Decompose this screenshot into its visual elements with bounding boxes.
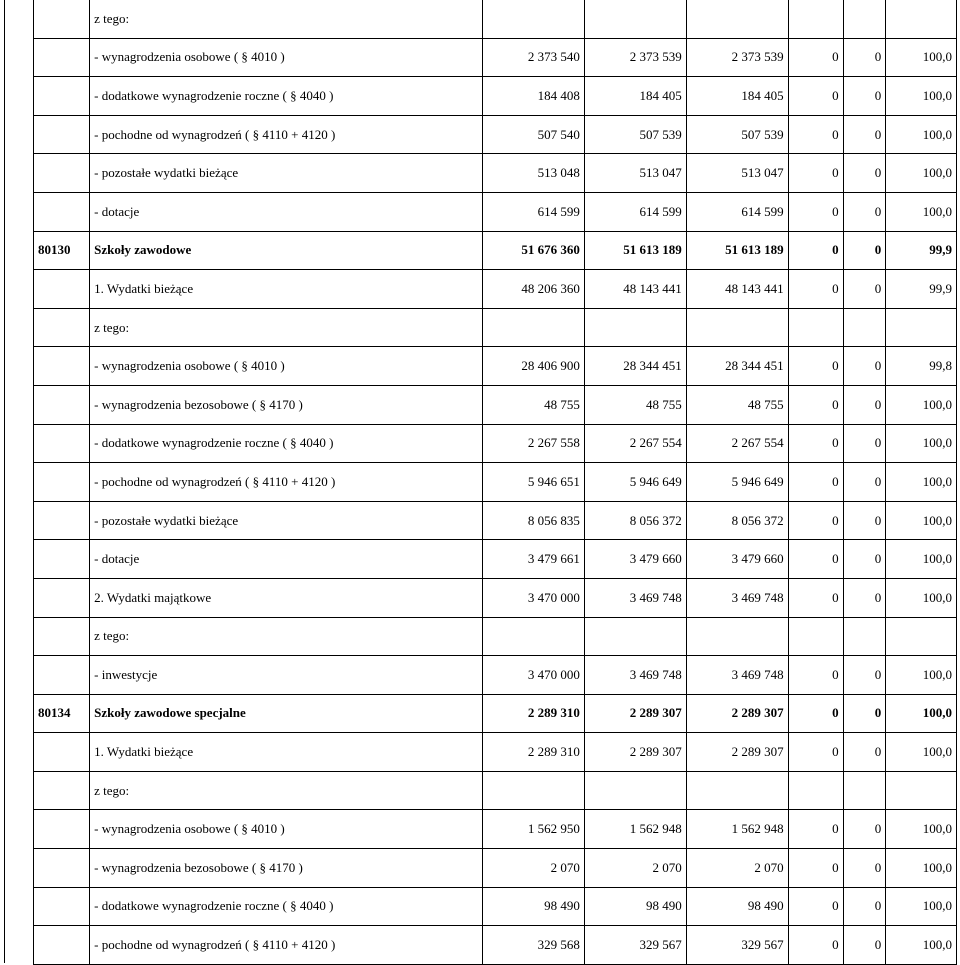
description-cell: 2. Wydatki majątkowe [90,578,483,617]
zero-column-1-cell [788,0,843,38]
zero-column-2-cell: 0 [843,385,886,424]
section-total-row [34,231,957,270]
percent-cell: 100,0 [886,424,957,463]
plan-after-changes-cell: 2 070 [584,849,686,888]
page-left-border [4,0,5,963]
zero-column-2-cell: 0 [843,115,886,154]
table-row [34,115,957,154]
budget-table [33,0,957,965]
plan-after-changes-cell: 48 143 441 [584,270,686,309]
plan-after-changes-cell: 3 479 660 [584,540,686,579]
section-code-cell [34,501,90,540]
zero-column-1-cell: 0 [788,849,843,888]
plan-value-cell: 98 490 [483,887,585,926]
plan-value-cell: 51 676 360 [483,231,585,270]
plan-value-cell: 3 479 661 [483,540,585,579]
section-code-cell [34,154,90,193]
execution-value-cell [686,771,788,810]
plan-value-cell: 2 289 310 [483,694,585,733]
zero-column-1-cell: 0 [788,501,843,540]
zero-column-2-cell: 0 [843,810,886,849]
plan-value-cell: 3 470 000 [483,578,585,617]
zero-column-2-cell: 0 [843,887,886,926]
zero-column-2-cell: 0 [843,733,886,772]
zero-column-2-cell: 0 [843,347,886,386]
plan-after-changes-cell: 1 562 948 [584,810,686,849]
plan-value-cell: 3 470 000 [483,656,585,695]
percent-cell: 100,0 [886,115,957,154]
description-cell: - wynagrodzenia bezosobowe ( § 4170 ) [90,385,483,424]
execution-value-cell: 513 047 [686,154,788,193]
zero-column-1-cell: 0 [788,578,843,617]
plan-value-cell [483,617,585,656]
table-row [34,463,957,502]
percent-cell: 100,0 [886,926,957,965]
execution-value-cell: 2 070 [686,849,788,888]
zero-column-2-cell: 0 [843,926,886,965]
zero-column-2-cell: 0 [843,38,886,77]
table-row [34,192,957,231]
zero-column-2-cell [843,308,886,347]
plan-after-changes-cell: 8 056 372 [584,501,686,540]
zero-column-1-cell: 0 [788,887,843,926]
zero-column-2-cell: 0 [843,77,886,116]
table-row [34,578,957,617]
section-code-cell [34,270,90,309]
zero-column-2-cell: 0 [843,501,886,540]
plan-value-cell: 48 755 [483,385,585,424]
percent-cell: 100,0 [886,385,957,424]
section-code-cell [34,578,90,617]
percent-cell: 100,0 [886,501,957,540]
zero-column-2-cell: 0 [843,694,886,733]
zero-column-1-cell: 0 [788,192,843,231]
zero-column-1-cell [788,617,843,656]
percent-cell [886,771,957,810]
table-row [34,270,957,309]
zero-column-1-cell: 0 [788,810,843,849]
zero-column-2-cell: 0 [843,849,886,888]
zero-column-1-cell: 0 [788,926,843,965]
execution-value-cell [686,308,788,347]
zero-column-2-cell: 0 [843,231,886,270]
zero-column-1-cell: 0 [788,540,843,579]
plan-value-cell: 5 946 651 [483,463,585,502]
section-code-cell: 80134 [34,694,90,733]
plan-after-changes-cell [584,308,686,347]
execution-value-cell: 614 599 [686,192,788,231]
percent-cell: 100,0 [886,77,957,116]
zero-column-1-cell: 0 [788,77,843,116]
section-code-cell [34,771,90,810]
plan-after-changes-cell: 2 289 307 [584,733,686,772]
zero-column-1-cell [788,771,843,810]
zero-column-2-cell: 0 [843,463,886,502]
description-cell: - inwestycje [90,656,483,695]
execution-value-cell: 51 613 189 [686,231,788,270]
section-code-cell [34,38,90,77]
plan-after-changes-cell: 48 755 [584,385,686,424]
percent-cell [886,617,957,656]
plan-after-changes-cell: 329 567 [584,926,686,965]
zero-column-1-cell: 0 [788,270,843,309]
plan-value-cell: 2 267 558 [483,424,585,463]
execution-value-cell: 184 405 [686,77,788,116]
percent-cell: 100,0 [886,578,957,617]
plan-value-cell: 329 568 [483,926,585,965]
execution-value-cell: 507 539 [686,115,788,154]
section-code-cell [34,926,90,965]
table-row [34,154,957,193]
zero-column-2-cell: 0 [843,192,886,231]
plan-value-cell: 184 408 [483,77,585,116]
plan-after-changes-cell [584,617,686,656]
description-cell: - dodatkowe wynagrodzenie roczne ( § 4040 ) [90,77,483,116]
description-cell: - wynagrodzenia osobowe ( § 4010 ) [90,810,483,849]
table-row [34,385,957,424]
section-code-cell [34,887,90,926]
plan-value-cell [483,771,585,810]
execution-value-cell: 98 490 [686,887,788,926]
table-row [34,501,957,540]
execution-value-cell: 2 373 539 [686,38,788,77]
zero-column-2-cell: 0 [843,424,886,463]
description-cell: - pozostałe wydatki bieżące [90,154,483,193]
percent-cell: 100,0 [886,154,957,193]
zero-column-1-cell: 0 [788,656,843,695]
description-cell: z tego: [90,617,483,656]
description-cell: - pochodne od wynagrodzeń ( § 4110 + 4120 ) [90,463,483,502]
plan-value-cell: 507 540 [483,115,585,154]
percent-cell [886,0,957,38]
execution-value-cell [686,617,788,656]
table-row [34,656,957,695]
execution-value-cell: 28 344 451 [686,347,788,386]
zero-column-2-cell [843,0,886,38]
plan-after-changes-cell: 28 344 451 [584,347,686,386]
plan-after-changes-cell: 5 946 649 [584,463,686,502]
description-cell: - wynagrodzenia bezosobowe ( § 4170 ) [90,849,483,888]
description-cell: - dotacje [90,540,483,579]
section-code-cell [34,77,90,116]
section-code-cell [34,810,90,849]
percent-cell: 100,0 [886,694,957,733]
zero-column-1-cell: 0 [788,347,843,386]
percent-cell: 99,9 [886,270,957,309]
plan-after-changes-cell: 184 405 [584,77,686,116]
table-row [34,771,957,810]
execution-value-cell: 2 267 554 [686,424,788,463]
description-cell: Szkoły zawodowe [90,231,483,270]
section-total-row [34,694,957,733]
plan-value-cell: 48 206 360 [483,270,585,309]
description-cell: - pochodne od wynagrodzeń ( § 4110 + 4120 ) [90,115,483,154]
percent-cell: 100,0 [886,38,957,77]
zero-column-2-cell: 0 [843,656,886,695]
section-code-cell [34,463,90,502]
percent-cell: 99,8 [886,347,957,386]
table-row [34,347,957,386]
description-cell: - dodatkowe wynagrodzenie roczne ( § 4040 ) [90,424,483,463]
table-row [34,38,957,77]
description-cell: - dotacje [90,192,483,231]
percent-cell: 100,0 [886,810,957,849]
execution-value-cell: 2 289 307 [686,694,788,733]
zero-column-1-cell: 0 [788,115,843,154]
zero-column-1-cell: 0 [788,385,843,424]
percent-cell: 100,0 [886,849,957,888]
plan-value-cell [483,308,585,347]
zero-column-1-cell: 0 [788,694,843,733]
table-row [34,849,957,888]
execution-value-cell: 1 562 948 [686,810,788,849]
percent-cell: 100,0 [886,887,957,926]
table-row [34,810,957,849]
section-code-cell [34,656,90,695]
plan-after-changes-cell [584,0,686,38]
table-row [34,424,957,463]
plan-value-cell: 2 070 [483,849,585,888]
execution-value-cell: 48 143 441 [686,270,788,309]
table-row [34,308,957,347]
plan-value-cell: 8 056 835 [483,501,585,540]
plan-after-changes-cell: 513 047 [584,154,686,193]
zero-column-1-cell [788,308,843,347]
description-cell: Szkoły zawodowe specjalne [90,694,483,733]
section-code-cell [34,115,90,154]
plan-value-cell: 2 289 310 [483,733,585,772]
plan-after-changes-cell: 507 539 [584,115,686,154]
plan-value-cell: 2 373 540 [483,38,585,77]
description-cell: - pozostałe wydatki bieżące [90,501,483,540]
percent-cell: 100,0 [886,463,957,502]
zero-column-2-cell: 0 [843,154,886,193]
section-code-cell [34,617,90,656]
description-cell: - pochodne od wynagrodzeń ( § 4110 + 4120 ) [90,926,483,965]
zero-column-2-cell: 0 [843,578,886,617]
description-cell: z tego: [90,308,483,347]
section-code-cell: 80130 [34,231,90,270]
plan-after-changes-cell: 614 599 [584,192,686,231]
description-cell: - wynagrodzenia osobowe ( § 4010 ) [90,347,483,386]
plan-value-cell: 1 562 950 [483,810,585,849]
table-row [34,540,957,579]
section-code-cell [34,347,90,386]
plan-after-changes-cell: 2 373 539 [584,38,686,77]
zero-column-1-cell: 0 [788,38,843,77]
section-code-cell [34,733,90,772]
percent-cell: 100,0 [886,733,957,772]
description-cell: 1. Wydatki bieżące [90,733,483,772]
percent-cell: 100,0 [886,540,957,579]
zero-column-1-cell: 0 [788,231,843,270]
table-row [34,926,957,965]
table-row [34,0,957,38]
plan-after-changes-cell [584,771,686,810]
execution-value-cell: 3 479 660 [686,540,788,579]
plan-after-changes-cell: 2 267 554 [584,424,686,463]
execution-value-cell: 48 755 [686,385,788,424]
table-row [34,77,957,116]
percent-cell [886,308,957,347]
zero-column-2-cell [843,617,886,656]
zero-column-1-cell: 0 [788,463,843,502]
plan-value-cell: 28 406 900 [483,347,585,386]
execution-value-cell: 2 289 307 [686,733,788,772]
execution-value-cell: 329 567 [686,926,788,965]
section-code-cell [34,540,90,579]
execution-value-cell [686,0,788,38]
execution-value-cell: 5 946 649 [686,463,788,502]
section-code-cell [34,308,90,347]
execution-value-cell: 3 469 748 [686,656,788,695]
plan-after-changes-cell: 2 289 307 [584,694,686,733]
execution-value-cell: 8 056 372 [686,501,788,540]
plan-after-changes-cell: 51 613 189 [584,231,686,270]
description-cell: z tego: [90,0,483,38]
execution-value-cell: 3 469 748 [686,578,788,617]
description-cell: - wynagrodzenia osobowe ( § 4010 ) [90,38,483,77]
plan-value-cell: 513 048 [483,154,585,193]
section-code-cell [34,849,90,888]
zero-column-1-cell: 0 [788,733,843,772]
plan-value-cell: 614 599 [483,192,585,231]
table-row [34,887,957,926]
zero-column-1-cell: 0 [788,424,843,463]
plan-value-cell [483,0,585,38]
section-code-cell [34,385,90,424]
percent-cell: 100,0 [886,656,957,695]
description-cell: z tego: [90,771,483,810]
section-code-cell [34,424,90,463]
section-code-cell [34,0,90,38]
table-row [34,733,957,772]
percent-cell: 99,9 [886,231,957,270]
zero-column-2-cell [843,771,886,810]
description-cell: - dodatkowe wynagrodzenie roczne ( § 4040 ) [90,887,483,926]
zero-column-2-cell: 0 [843,270,886,309]
description-cell: 1. Wydatki bieżące [90,270,483,309]
zero-column-1-cell: 0 [788,154,843,193]
section-code-cell [34,192,90,231]
plan-after-changes-cell: 3 469 748 [584,656,686,695]
table-row [34,617,957,656]
plan-after-changes-cell: 3 469 748 [584,578,686,617]
plan-after-changes-cell: 98 490 [584,887,686,926]
percent-cell: 100,0 [886,192,957,231]
zero-column-2-cell: 0 [843,540,886,579]
budget-table-body [34,0,957,964]
